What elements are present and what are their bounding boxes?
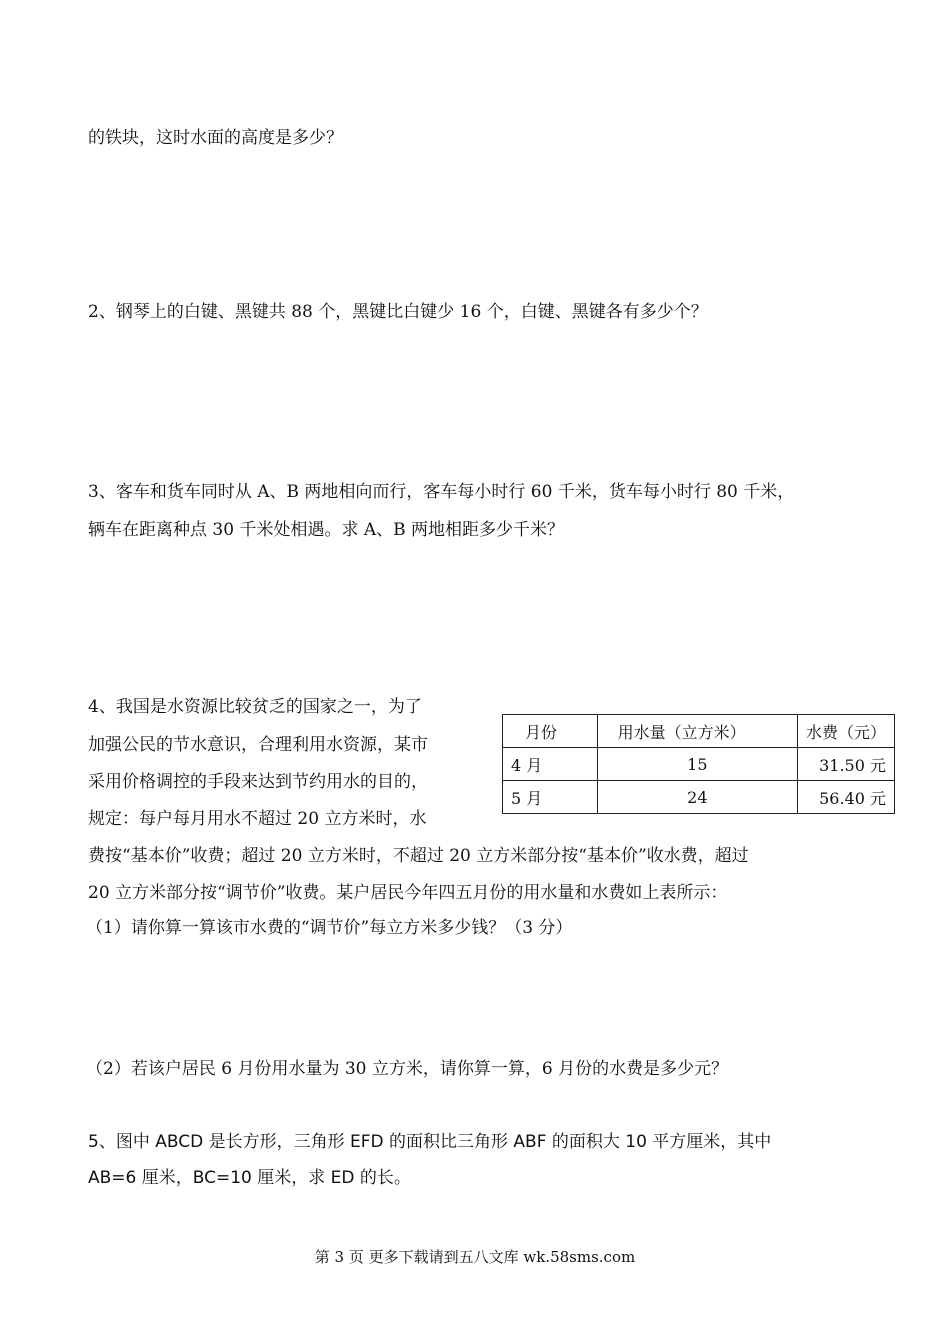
table-cell: 5 月	[503, 781, 598, 814]
table-cell: 31.50 元	[797, 748, 894, 781]
question-4-line-1: 4、我国是水资源比较贫乏的国家之一，为了	[88, 697, 422, 717]
table-row	[503, 748, 895, 781]
question-4-sub-2: （2）若该户居民 6 月份用水量为 30 立方米，请你算一算，6 月份的水费是多少元？	[86, 1059, 729, 1079]
question-4-sub-1: （1）请你算一算该市水费的“调节价”每立方米多少钱？（3 分）	[86, 918, 573, 938]
page-footer: 第 3 页 更多下载请到五八文库 wk.58sms.com	[314, 1248, 636, 1266]
water-usage-table	[502, 714, 895, 814]
question-5-line-1: 5、图中 ABCD 是长方形，三角形 EFD 的面积比三角形 ABF 的面积大 10 平方厘米，其中	[88, 1132, 772, 1152]
question-4-line-2: 加强公民的节水意识，合理利用水资源，某市	[88, 735, 428, 755]
table-cell: 4 月	[503, 748, 598, 781]
question-4-line-3: 采用价格调控的手段来达到节约用水的目的，	[88, 772, 428, 792]
question-3-line-2: 辆车在距离种点 30 千米处相遇。求 A、B 两地相距多少千米？	[88, 520, 565, 540]
question-4-line-4: 规定：每户每月用水不超过 20 立方米时，水	[88, 809, 427, 829]
table-cell: 24	[597, 781, 797, 814]
table-header-cell: 用水量（立方米）	[597, 715, 797, 748]
table-header-cell: 水费（元）	[797, 715, 894, 748]
table-row	[503, 781, 895, 814]
table-cell: 56.40 元	[797, 781, 894, 814]
table-cell: 15	[597, 748, 797, 781]
question-2: 2、钢琴上的白键、黑键共 88 个，黑键比白键少 16 个，白键、黑键各有多少个？	[88, 302, 708, 322]
question-5-line-2: AB=6 厘米，BC=10 厘米，求 ED 的长。	[88, 1168, 411, 1188]
question-3-line-1: 3、客车和货车同时从 A、B 两地相向而行，客车每小时行 60 千米，货车每小时行 80 千米，	[88, 482, 795, 502]
table-header-row	[503, 715, 895, 748]
question-4-line-6: 20 立方米部分按“调节价”收费。某户居民今年四五月份的用水量和水费如上表所示：	[88, 883, 728, 903]
table-header-cell: 月份	[503, 715, 598, 748]
question-1-tail: 的铁块，这时水面的高度是多少？	[88, 128, 343, 148]
question-4-line-5: 费按“基本价”收费；超过 20 立方米时，不超过 20 立方米部分按“基本价”收水费，超过	[88, 846, 749, 866]
